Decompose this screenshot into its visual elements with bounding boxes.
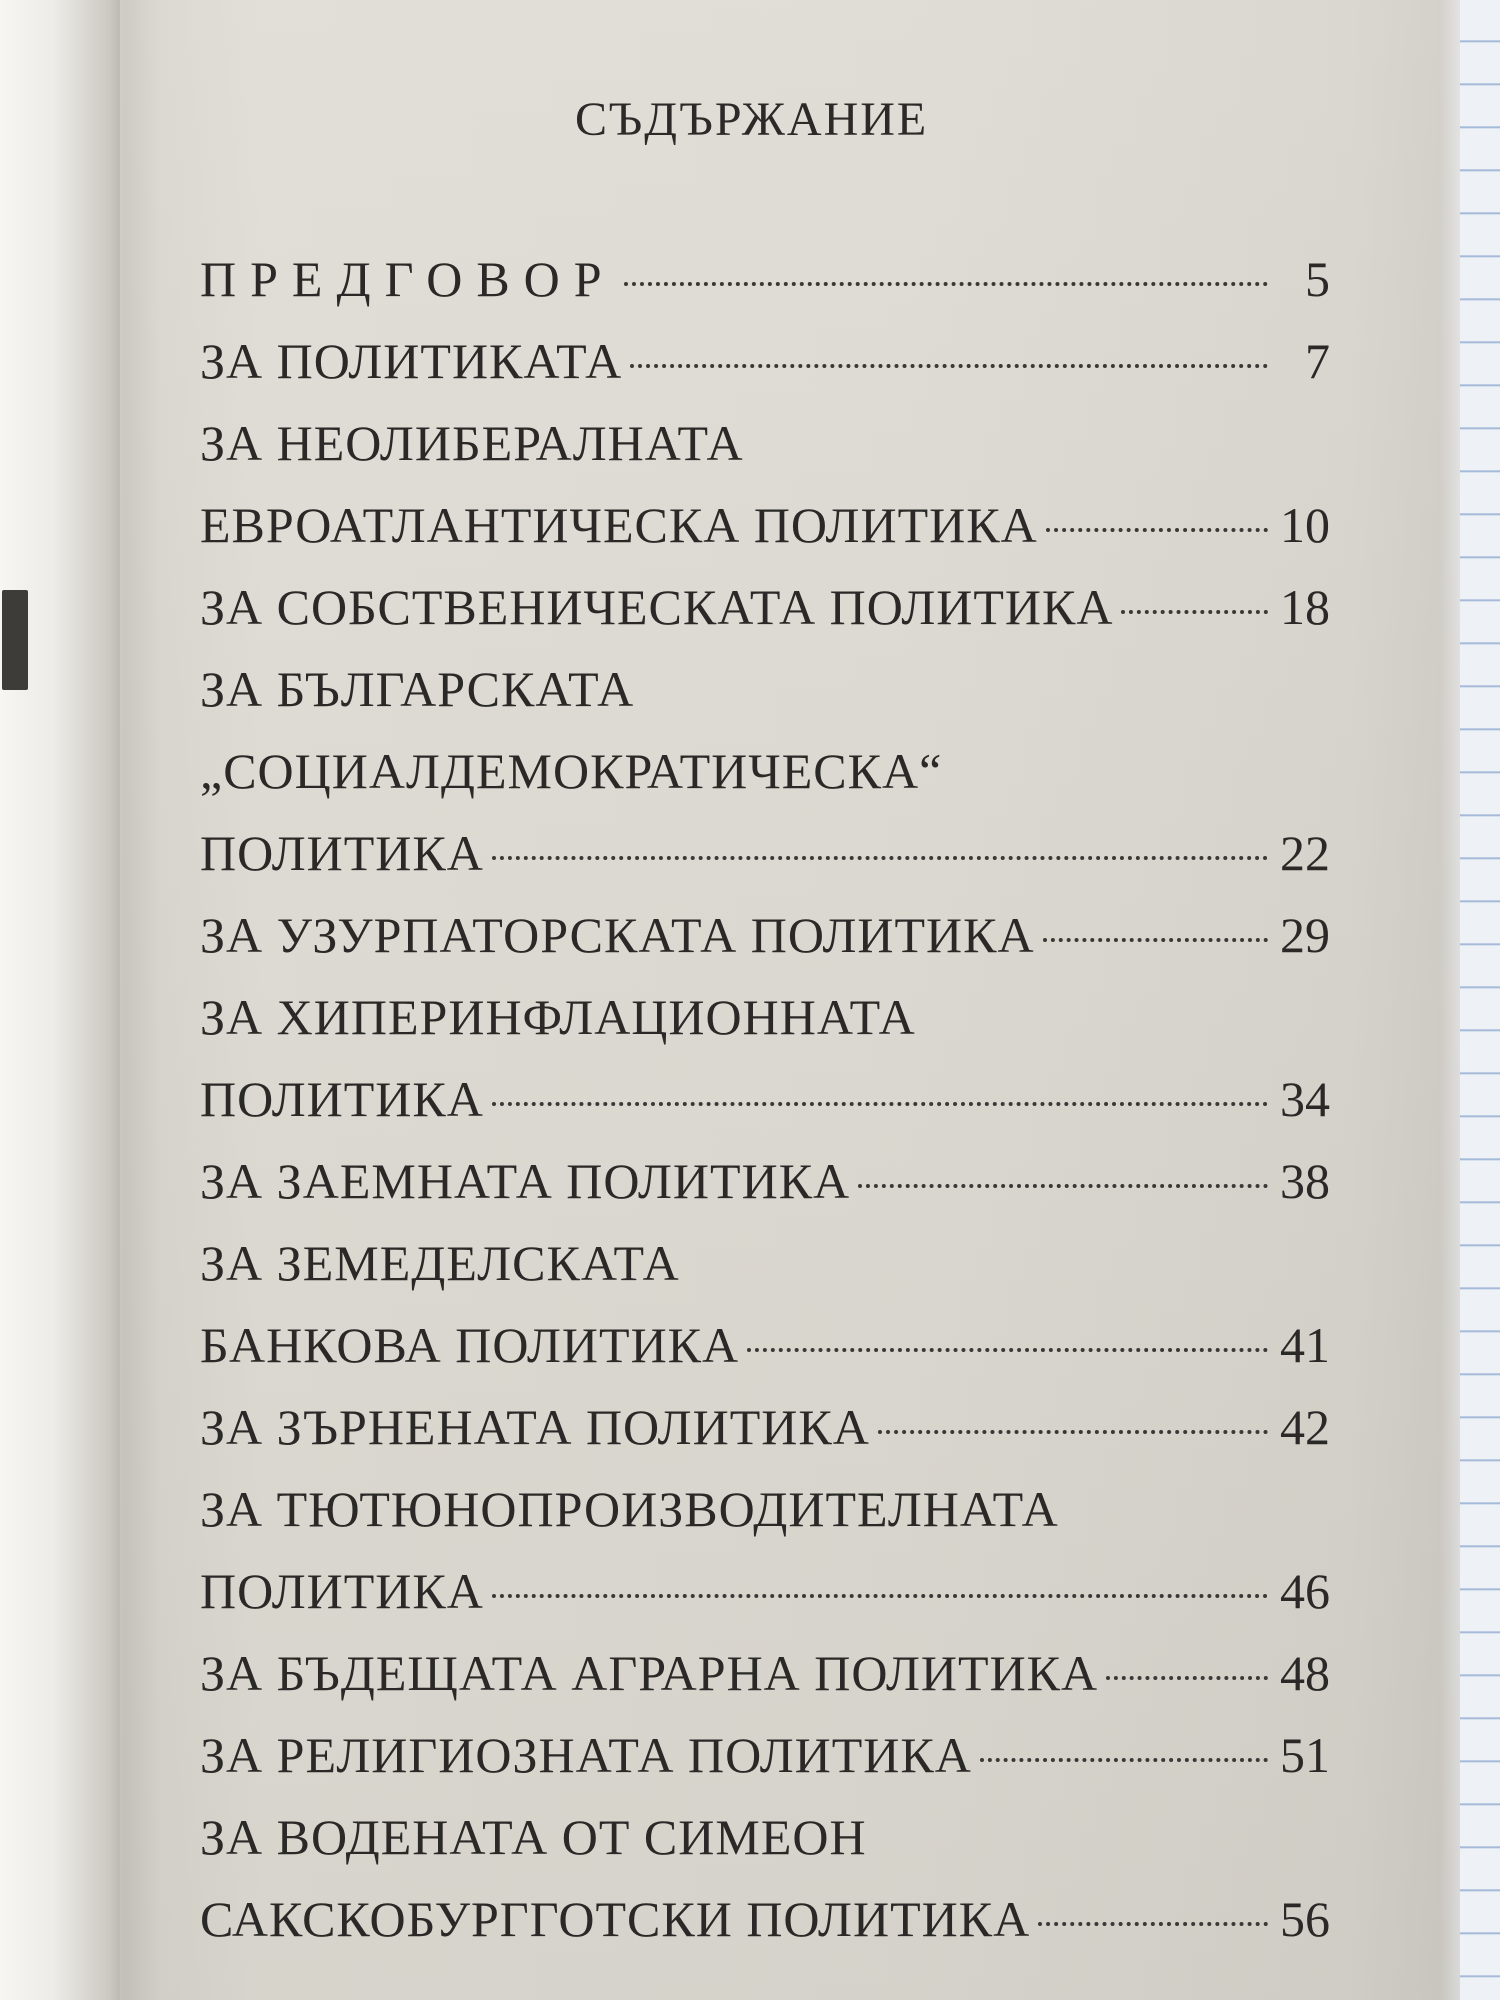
toc-entry-title: ЗА СОБСТВЕНИЧЕСКАТА ПОЛИТИКА (200, 579, 1114, 635)
dot-leader (1106, 1676, 1268, 1680)
toc-entry-title: ЗА ТЮТЮНОПРОИЗВОДИТЕЛНАТА (200, 1481, 1059, 1537)
toc-entry (200, 414, 1330, 578)
toc-page-number: 38 (1280, 1153, 1330, 1209)
notebook-edge (1460, 0, 1500, 2000)
dot-leader (878, 1430, 1268, 1434)
toc-entry-title: „СОЦИАЛДЕМОКРАТИЧЕСКА“ (200, 743, 943, 799)
toc-entry-title: ЗА ПОЛИТИКАТА (200, 333, 623, 389)
toc-entry-line (200, 250, 1330, 332)
dot-leader (624, 282, 1268, 286)
toc-entry-line (200, 742, 1330, 824)
toc-entry (200, 578, 1330, 660)
toc-page-number: 22 (1280, 825, 1330, 881)
dot-leader (980, 1758, 1268, 1762)
toc-entry-title: ЗА ХИПЕРИНФЛАЦИОННАТА (200, 989, 916, 1045)
toc-entry (200, 1808, 1330, 1972)
toc-entry-title: ПОЛИТИКА (200, 825, 484, 881)
toc-page-number: 41 (1280, 1317, 1330, 1373)
toc-page-number: 42 (1280, 1399, 1330, 1455)
toc-entry-title: ЗА НЕОЛИБЕРАЛНАТА (200, 415, 744, 471)
toc-entry-title: ПРЕДГОВОР (200, 251, 616, 307)
toc-page-number: 10 (1280, 497, 1330, 553)
toc-entry-line (200, 332, 1330, 414)
toc-entry-line (200, 414, 1330, 496)
toc-entry-title: ЗА РЕЛИГИОЗНАТА ПОЛИТИКА (200, 1727, 972, 1783)
book-page (120, 0, 1460, 2000)
toc-page-number: 7 (1305, 333, 1330, 389)
toc-entry-line (200, 1398, 1330, 1480)
toc-entry (200, 250, 1330, 332)
toc-entry-line (200, 496, 1330, 578)
toc-page-number: 29 (1280, 907, 1330, 963)
toc-page-number: 18 (1280, 579, 1330, 635)
dot-leader (492, 1102, 1268, 1106)
toc-entry (200, 988, 1330, 1152)
toc-entry-line (200, 1562, 1330, 1644)
toc-entry-line (200, 660, 1330, 742)
toc-entry (200, 1726, 1330, 1808)
toc-entry (200, 1480, 1330, 1644)
toc-entry-line (200, 1726, 1330, 1808)
dot-leader (492, 1594, 1268, 1598)
dot-leader (630, 364, 1268, 368)
toc-entry-line (200, 988, 1330, 1070)
toc-entry-title: САКСКОБУРГГОТСКИ ПОЛИТИКА (200, 1891, 1031, 1947)
toc-page-number: 34 (1280, 1071, 1330, 1127)
toc-entry-line (200, 1890, 1330, 1972)
toc-entry-title: ЗА БЪЛГАРСКАТА (200, 661, 635, 717)
toc-entry (200, 1234, 1330, 1398)
dot-leader (1046, 528, 1268, 532)
toc-entry-line (200, 824, 1330, 906)
toc-entry-line (200, 1644, 1330, 1726)
toc-entry-title: ЗА ЗЕМЕДЕЛСКАТА (200, 1235, 680, 1291)
toc-page-number: 5 (1305, 251, 1330, 307)
toc-entry-line (200, 1234, 1330, 1316)
toc-entry-title: ЗА ЗЪРНЕНАТА ПОЛИТИКА (200, 1399, 870, 1455)
dot-leader (1121, 610, 1268, 614)
toc-entry-line (200, 906, 1330, 988)
toc-entry-title: ПОЛИТИКА (200, 1563, 484, 1619)
toc-entry-title: ПОЛИТИКА (200, 1071, 484, 1127)
book-spine (0, 0, 120, 2000)
dot-leader (1043, 938, 1268, 942)
dot-leader (1038, 1922, 1268, 1926)
toc-entry-title: ЗА ВОДЕНАТА ОТ СИМЕОН (200, 1809, 867, 1865)
dot-leader (747, 1348, 1268, 1352)
toc-entry (200, 906, 1330, 988)
toc-entry (200, 332, 1330, 414)
toc-entry (200, 1398, 1330, 1480)
toc-entry-title: ЕВРОАТЛАНТИЧЕСКА ПОЛИТИКА (200, 497, 1038, 553)
dot-leader (492, 856, 1268, 860)
toc-entry-line (200, 578, 1330, 660)
spine-mark (2, 590, 28, 690)
table-of-contents (200, 250, 1330, 1972)
toc-entry-line (200, 1070, 1330, 1152)
toc-page-number: 48 (1280, 1645, 1330, 1701)
toc-entry-title: ЗА ЗАЕМНАТА ПОЛИТИКА (200, 1153, 851, 1209)
toc-entry-title: БАНКОВА ПОЛИТИКА (200, 1317, 740, 1373)
page-title: СЪДЪРЖАНИЕ (575, 93, 929, 146)
toc-page-number: 46 (1280, 1563, 1330, 1619)
toc-entry (200, 1152, 1330, 1234)
toc-entry-line (200, 1316, 1330, 1398)
toc-entry-title: ЗА УЗУРПАТОРСКАТА ПОЛИТИКА (200, 907, 1035, 963)
dot-leader (858, 1184, 1268, 1188)
toc-page-number: 56 (1280, 1891, 1330, 1947)
toc-entry (200, 660, 1330, 906)
toc-entry-title: ЗА БЪДЕЩАТА АГРАРНА ПОЛИТИКА (200, 1645, 1099, 1701)
toc-page-number: 51 (1280, 1727, 1330, 1783)
toc-entry (200, 1644, 1330, 1726)
toc-entry-line (200, 1152, 1330, 1234)
toc-entry-line (200, 1808, 1330, 1890)
toc-entry-line (200, 1480, 1330, 1562)
